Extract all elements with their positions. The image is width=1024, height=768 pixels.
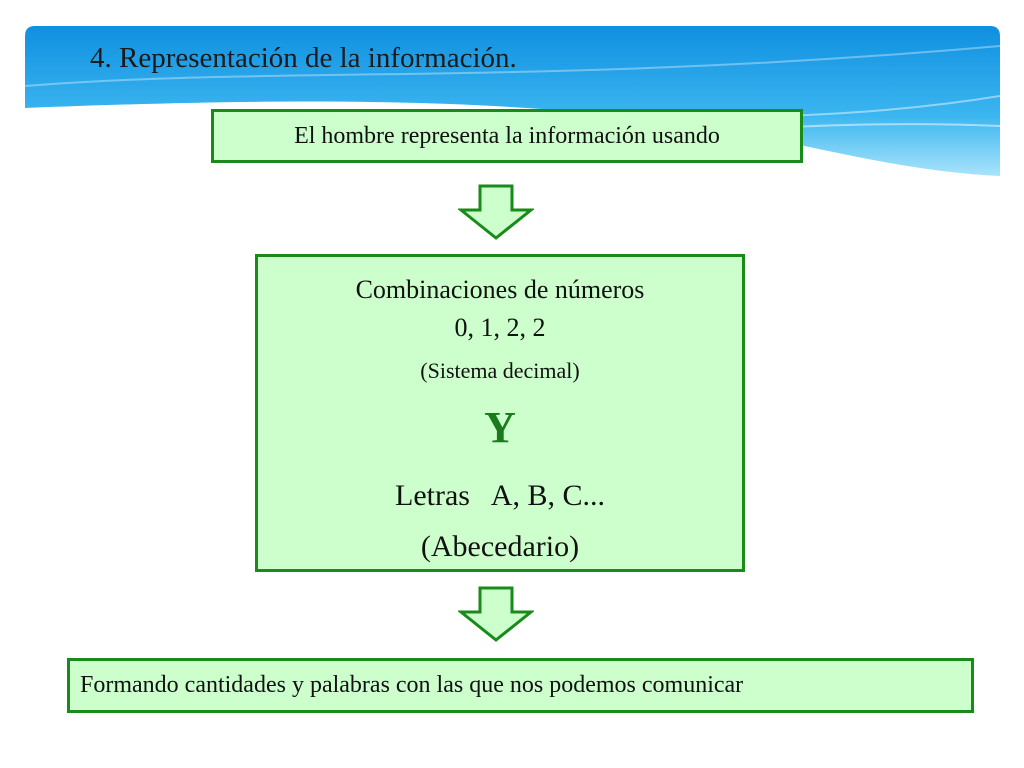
down-arrow-icon (458, 586, 534, 642)
down-arrow-icon (458, 184, 534, 240)
alphabet-label: (Abecedario) (420, 530, 580, 563)
numbers-heading: Combinaciones de números (355, 275, 645, 304)
digits-text: 0, 1, 2, 2 (454, 313, 546, 342)
slide-title: 4. Representación de la información. (90, 42, 517, 74)
top-box-text: El hombre representa la información usando (294, 122, 720, 149)
middle-box (255, 254, 745, 572)
top-box (211, 109, 803, 163)
letters-text: Letras A, B, C... (395, 479, 605, 512)
bottom-box-text: Formando cantidades y palabras con las que nos podemos comunicar (80, 672, 744, 698)
connector-y: Y (484, 403, 516, 452)
bottom-box (67, 658, 974, 713)
decimal-system-label: (Sistema decimal) (420, 358, 580, 383)
